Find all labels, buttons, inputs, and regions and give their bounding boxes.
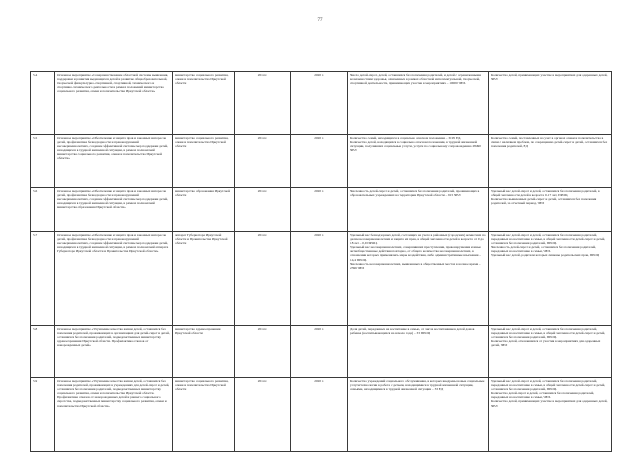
start-year: 2014 г.: [235, 188, 291, 232]
expected-result: Удельный вес безнадзорных детей, состоящих на учете в районных (городских) комиссиях по делам несовершеннолетних и защите их прав, в общей численности детей в возрасте от 0 до 18 лет – 0,9 ПРОЦ. Удельный вес несовершеннолетних, совершивших преступления, правонарушения и иные антиобщественные действия повторно, от общего количества несовершеннолетних, в отношении которых применялись меры воздействия, либо административные взыскания – 14,4 ПРОЦ. Численность несовершеннолетних, выявленных в общественных местах в ночное время – 2396 ЧЕЛ: [348, 232, 489, 326]
activity-name: Основное мероприятие «Обеспечение и защита прав и законных интересов детей, профилактика безнадзорности и правонарушений несовершеннолетних, создание эффективной системы мер поддержки детей, находящихся в трудной жизненной ситуации, в рамках полномочий министерства образования Иркутской области»: [55, 188, 173, 232]
executor: министерство здравоохранения Иркутской области: [173, 326, 235, 378]
activity-name: Основное мероприятие «Совершенствование областной системы выявления, поддержки и развития выдающихся детей и развитие общеобразовательной, творческой физкультурно-спортивной, спортивной, технического и спортивно-технического деятельности в рамках положений министерства социального развития, опеки и попечительства Иркутской области»: [55, 72, 173, 135]
expected-result: Доля детей, переданных на воспитание в семью, от числа воспитанников детей домов ребенка (воспитывающихся на начало года) – 33 ПРОЦ: [348, 326, 489, 378]
activity-name: Основное мероприятие «Улучшение качества жизни детей, оставшихся без попечения родителей, проживающих в учреждениях для детей-сирот и детей, оставшихся без попечения родителей, подведомственных министерству социального развития, опеки и попечительства Иркутской области. Профилактика отказов от новорожденных детей и раннего социального сиротства, подведомственных министерству социального развития, опеки и попечительства Иркутской области»: [55, 378, 173, 452]
indicator: Удельный вес детей-сирот и детей, оставшихся без попечения родителей, переданных на воспитание в семьи, в общей численности детей-сирот и детей, оставшихся без попечения родителей, ПРОЦ. Количество детей, отказавшихся от участия в мероприятиях для одаренных детей, ЧЕЛ: [489, 326, 612, 378]
start-year: 2014 г.: [235, 72, 291, 135]
table-row: [31, 232, 612, 326]
row-number: 5.5: [31, 135, 55, 188]
executor: министерство социального развития, опеки и попечительства Иркутской области: [173, 72, 235, 135]
start-year: 2014 г.: [235, 326, 291, 378]
expected-result: Число детей-сирот, детей, оставшихся без попечения родителей, и детей с ограниченными возможностями здоровья, охваченных в рамках областной интеллектуальной, творческой, спортивной деятельности, принимающих участие в мероприятиях – 10000 ЧЕЛ.: [348, 72, 489, 135]
end-year: 2020 г.: [291, 326, 348, 378]
end-year: 2020 г.: [291, 378, 348, 452]
indicator: Удельный вес детей-сирот и детей, оставшихся без попечения родителей, переданных на воспитание в семьи, в общей численности детей-сирот и детей, оставшихся без попечения родителей, ПРОЦ. Количество детей-сирот и детей, оставшихся без попечения родителей, переданных на воспитание в семьи, ЧЕЛ. Количество детей, принимающих участие в мероприятиях для одаренных детей, ЧЕЛ: [489, 378, 612, 452]
activity-name: Основное мероприятие «Обеспечение и защита прав и законных интересов детей, профилактика безнадзорности и правонарушений несовершеннолетних, создание эффективной системы мер поддержки детей, находящихся в трудной жизненной ситуации, в рамках полномочий министерства социального развития, опеки и попечительства Иркутской области»: [55, 135, 173, 188]
table-row: [31, 378, 612, 452]
table-row: [31, 326, 612, 378]
indicator: Удельный вес детей-сирот и детей, оставшихся без попечения родителей, в общей численности детей в возрасте 0-17 лет, ПРОЦ. Количество выявленных детей-сирот и детей, оставшихся без попечения родителей, за отчетный период, ЧЕЛ: [489, 188, 612, 232]
expected-result: Количество семей, находящихся в социально опасном положении – 3195 ЕД. Количество детей, находящихся в социально опасном положении, в трудной жизненной ситуации, получивших социальные услуги, услуги по социальному сопровождению 28490 ЧЕЛ: [348, 135, 489, 188]
page-number: 77: [317, 18, 323, 23]
executor: министерство социального развития, опеки и попечительства Иркутской области: [173, 378, 235, 452]
end-year: 2020 г.: [291, 135, 348, 188]
indicator: Количество детей, принимающих участие в мероприятиях для одаренных детей, ЧЕЛ: [489, 72, 612, 135]
row-number: 5.6: [31, 188, 55, 232]
indicator: Количество семей, поставленных на учет в органах опеки и попечительства в связи с наличием проблем, по сокращению детей-сирот и детей, оставшихся без попечения родителей, ЕД: [489, 135, 612, 188]
end-year: 2020 г.: [291, 232, 348, 326]
executor: министерство социального развития, опеки и попечительства Иркутской области: [173, 135, 235, 188]
end-year: 2020 г.: [291, 188, 348, 232]
executor: аппарат Губернатора Иркутской области и Правительства Иркутской области: [173, 232, 235, 326]
executor: министерство образования Иркутской области: [173, 188, 235, 232]
start-year: 2014 г.: [235, 378, 291, 452]
row-number: 5.7: [31, 232, 55, 326]
table-row: [31, 188, 612, 232]
indicator: Удельный вес детей-сирот и детей, оставшихся без попечения родителей, переданных на воспитание в семьи, в общей численности детей-сирот и детей, оставшихся без попечения родителей, ПРОЦ. Численность детей-сирот и детей, оставшихся без попечения родителей, переданных на воспитание в семьи, ЧЕЛ. Удельный вес детей, родители которых лишены родительских прав, ПРОЦ: [489, 232, 612, 326]
row-number: 5.9: [31, 378, 55, 452]
table-row: [31, 72, 612, 135]
expected-result: Численность детей-сирот и детей, оставшихся без попечения родителей, проживающих в образовательных учреждениях на территории Иркутской области – 915 ЧЕЛ: [348, 188, 489, 232]
table-row: [31, 135, 612, 188]
end-year: 2020 г.: [291, 72, 348, 135]
activity-name: Основное мероприятие «Улучшение качества жизни детей, оставшихся без попечения родителей, проживающих в организациях для детей-сирот и детей, оставшихся без попечения родителей, подведомственных министерству здравоохранения Иркутской области. Профилактика отказов от новорожденных детей»: [55, 326, 173, 378]
expected-result: Количество учреждений социального обслуживания, в которых внедрены новые социальные услуги/технологии в работе с детьми, находящимися в трудной жизненной ситуации, семьями, находящимися в трудной жизненной ситуации – 33 ЕД: [348, 378, 489, 452]
row-number: 5.4: [31, 72, 55, 135]
row-number: 5.8: [31, 326, 55, 378]
start-year: 2014 г.: [235, 135, 291, 188]
program-activities-table: [30, 71, 612, 452]
start-year: 2014 г.: [235, 232, 291, 326]
activity-name: Основное мероприятие «Обеспечение и защита прав и законных интересов детей, профилактика безнадзорности и правонарушений несовершеннолетних, создание эффективной системы мер поддержки детей, находящихся в трудной жизненной ситуации, в рамках полномочий аппарата Губернатора Иркутской области и Правительства Иркутской области»: [55, 232, 173, 326]
